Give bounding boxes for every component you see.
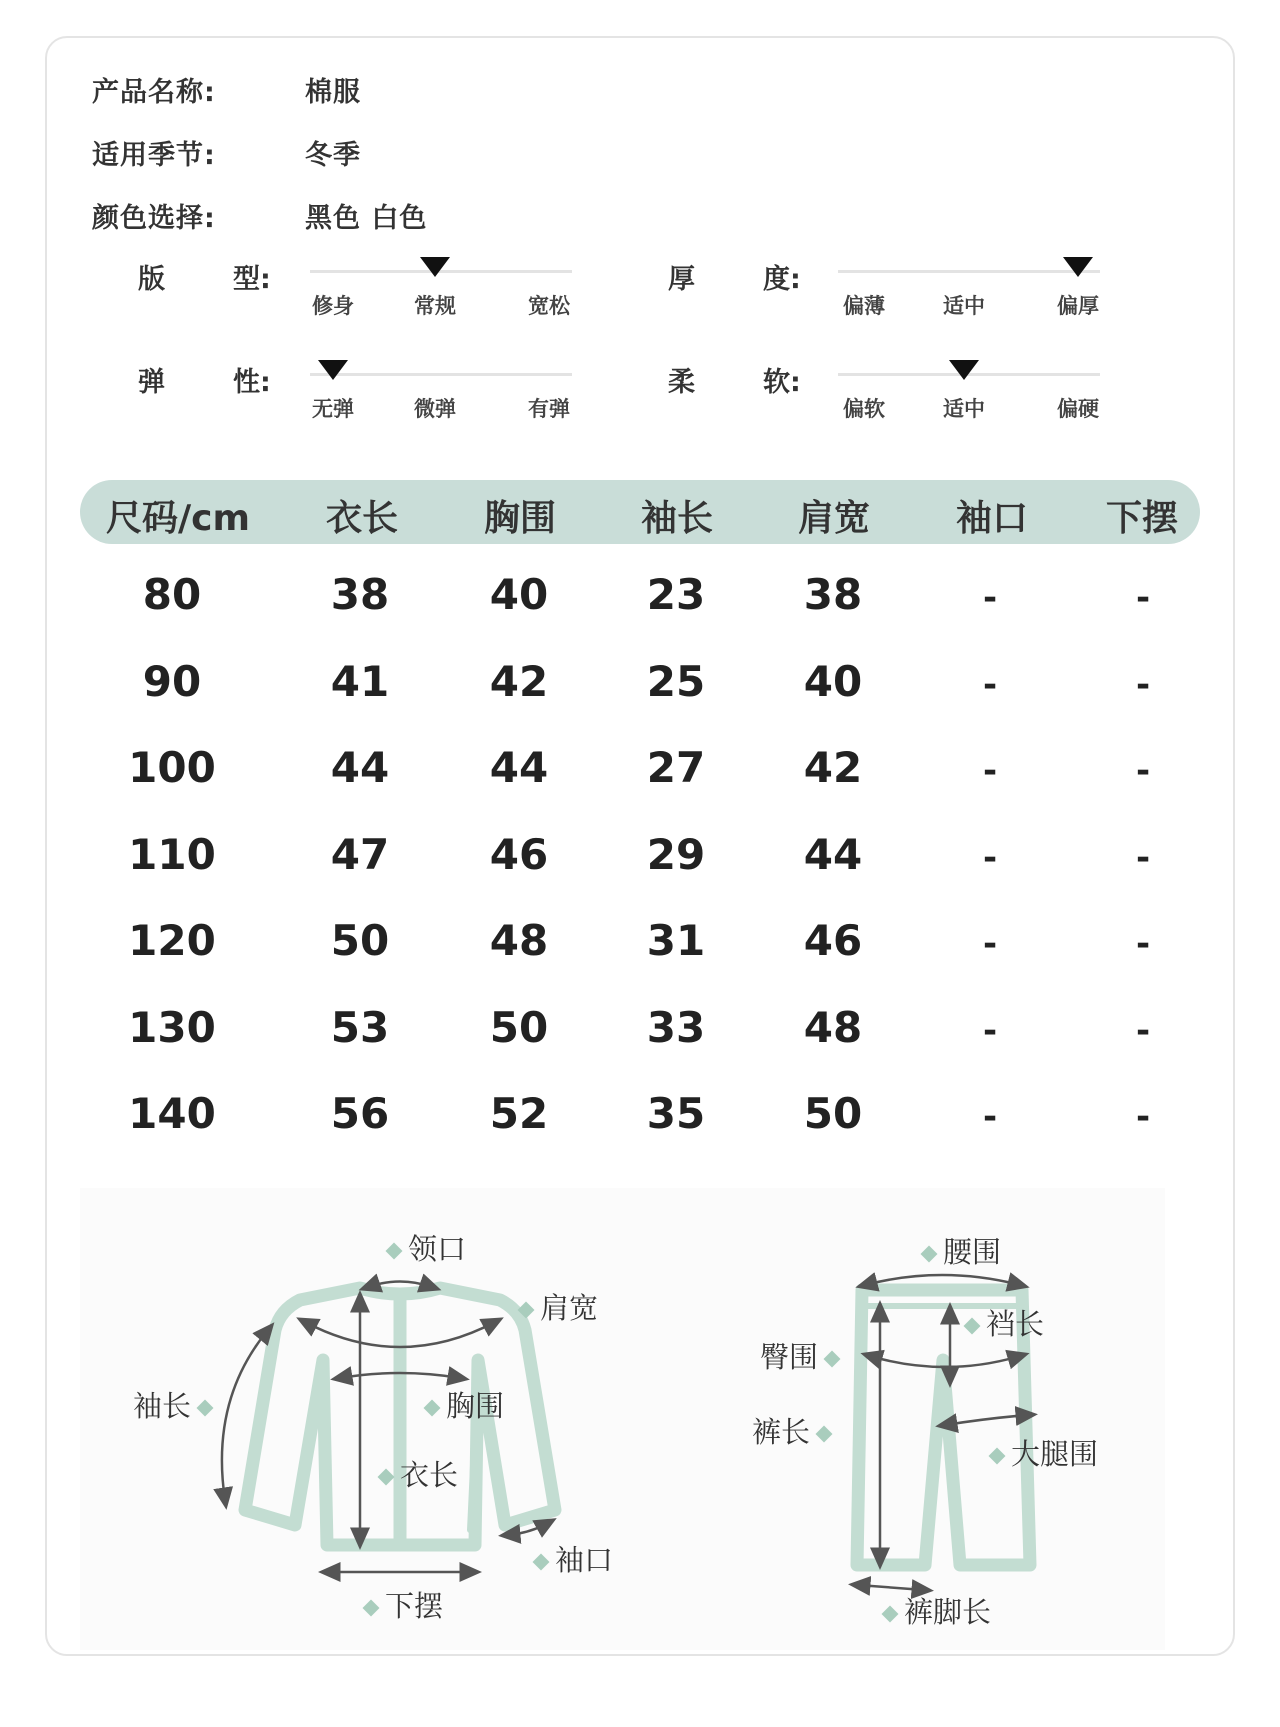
table-cell: 42 bbox=[803, 743, 863, 792]
label-chest: 胸围 bbox=[418, 1384, 504, 1425]
diamond-icon bbox=[378, 1469, 395, 1486]
color-label: 颜色选择: bbox=[92, 203, 216, 234]
table-cell: 100 bbox=[128, 743, 216, 792]
table-cell: 140 bbox=[128, 1089, 216, 1138]
diamond-icon bbox=[882, 1606, 899, 1623]
scale-option: 适中 bbox=[943, 294, 985, 318]
table-cell: - bbox=[982, 578, 998, 618]
table-cell: 47 bbox=[330, 829, 390, 879]
thickness-label-char1: 厚 bbox=[668, 264, 695, 295]
table-cell: - bbox=[982, 751, 998, 791]
elasticity-label-char1: 弹 bbox=[138, 367, 165, 398]
jacket-outline bbox=[245, 1288, 555, 1545]
table-cell: 90 bbox=[142, 656, 202, 706]
diamond-icon bbox=[816, 1426, 833, 1443]
table-cell: - bbox=[1135, 751, 1151, 791]
table-cell: 48 bbox=[489, 916, 549, 965]
table-cell: - bbox=[982, 1097, 998, 1137]
table-cell: 50 bbox=[803, 1089, 863, 1138]
table-cell: - bbox=[1135, 578, 1151, 618]
table-cell: - bbox=[982, 1010, 998, 1051]
scale-option: 偏薄 bbox=[843, 294, 885, 318]
diamond-icon bbox=[989, 1448, 1006, 1465]
header-size: 尺码/cm bbox=[105, 498, 251, 539]
table-cell: - bbox=[982, 837, 998, 878]
product-name-label: 产品名称: bbox=[92, 77, 216, 108]
table-cell: - bbox=[982, 664, 998, 705]
scale-option: 偏软 bbox=[843, 397, 885, 421]
table-cell: 33 bbox=[646, 1002, 706, 1052]
table-cell: 38 bbox=[330, 570, 390, 619]
fit-label-char2: 型: bbox=[233, 264, 271, 295]
header-chest: 胸围 bbox=[483, 498, 557, 539]
scale-option: 常规 bbox=[414, 294, 456, 318]
table-cell: - bbox=[1135, 1010, 1151, 1051]
label-waist: 腰围 bbox=[915, 1230, 1001, 1271]
table-cell: 53 bbox=[330, 1002, 390, 1052]
label-thigh: 大腿围 bbox=[983, 1432, 1098, 1473]
label-collar: 领口 bbox=[380, 1227, 466, 1268]
table-cell: 29 bbox=[646, 829, 706, 879]
product-name-value: 棉服 bbox=[305, 77, 361, 108]
table-cell: 42 bbox=[489, 656, 549, 706]
table-cell: 48 bbox=[803, 1002, 863, 1052]
table-cell: 38 bbox=[803, 570, 863, 619]
table-cell: 130 bbox=[128, 1002, 216, 1052]
table-cell: 25 bbox=[646, 656, 706, 706]
diamond-icon bbox=[386, 1243, 403, 1260]
table-cell: 40 bbox=[489, 570, 549, 619]
scale-option: 偏厚 bbox=[1057, 294, 1099, 318]
table-cell: 41 bbox=[330, 656, 390, 706]
table-cell: 56 bbox=[330, 1089, 390, 1138]
table-cell: 80 bbox=[142, 570, 202, 619]
table-cell: 46 bbox=[803, 916, 863, 965]
table-cell: 35 bbox=[646, 1089, 706, 1138]
scale-option: 修身 bbox=[312, 294, 354, 318]
table-cell: 44 bbox=[803, 829, 863, 879]
header-sleeve: 袖长 bbox=[640, 498, 714, 539]
scale-option: 适中 bbox=[943, 397, 985, 421]
diamond-icon bbox=[824, 1351, 841, 1368]
label-rise: 裆长 bbox=[958, 1302, 1044, 1343]
table-cell: 44 bbox=[330, 743, 390, 792]
table-cell: 40 bbox=[803, 656, 863, 706]
label-length: 衣长 bbox=[372, 1453, 458, 1494]
diamond-icon bbox=[424, 1400, 441, 1417]
scale-option: 有弹 bbox=[528, 397, 570, 421]
table-cell: 52 bbox=[489, 1089, 549, 1138]
softness-label-char2: 软: bbox=[763, 367, 801, 398]
label-leg-opening: 裤脚长 bbox=[876, 1590, 991, 1631]
diamond-icon bbox=[197, 1400, 214, 1417]
header-cuff: 袖口 bbox=[955, 498, 1029, 539]
table-cell: 46 bbox=[489, 829, 549, 879]
diamond-icon bbox=[518, 1302, 535, 1319]
table-cell: - bbox=[1135, 924, 1151, 964]
header-shoulder: 肩宽 bbox=[797, 498, 871, 539]
header-length: 衣长 bbox=[325, 498, 399, 539]
diamond-icon bbox=[921, 1246, 938, 1263]
label-sleeve: 袖长 bbox=[133, 1384, 219, 1425]
table-cell: 50 bbox=[330, 916, 390, 965]
season-label: 适用季节: bbox=[92, 140, 216, 171]
diamond-icon bbox=[363, 1600, 380, 1617]
table-cell: 31 bbox=[646, 916, 706, 965]
table-cell: - bbox=[1135, 837, 1151, 878]
scale-option: 宽松 bbox=[528, 294, 570, 318]
season-value: 冬季 bbox=[305, 140, 361, 171]
diamond-icon bbox=[964, 1318, 981, 1335]
scale-option: 微弹 bbox=[414, 397, 456, 421]
elasticity-label-char2: 性: bbox=[233, 367, 271, 398]
header-hem: 下摆 bbox=[1105, 498, 1179, 539]
color-value: 黑色 白色 bbox=[305, 203, 428, 234]
label-hem: 下摆 bbox=[357, 1584, 443, 1625]
table-cell: - bbox=[982, 924, 998, 964]
table-cell: - bbox=[1135, 664, 1151, 705]
softness-label-char1: 柔 bbox=[668, 367, 695, 398]
table-cell: 110 bbox=[128, 829, 216, 879]
fit-label-char1: 版 bbox=[138, 264, 165, 295]
diamond-icon bbox=[533, 1554, 550, 1571]
table-cell: 44 bbox=[489, 743, 549, 792]
label-shoulder: 肩宽 bbox=[512, 1286, 598, 1327]
scale-option: 无弹 bbox=[312, 397, 354, 421]
scale-option: 偏硬 bbox=[1057, 397, 1099, 421]
label-cuff: 袖口 bbox=[527, 1538, 613, 1579]
label-hip: 臀围 bbox=[760, 1335, 846, 1376]
table-cell: 50 bbox=[489, 1002, 549, 1052]
table-cell: 23 bbox=[646, 570, 706, 619]
table-cell: 27 bbox=[646, 743, 706, 792]
table-cell: - bbox=[1135, 1097, 1151, 1137]
thickness-label-char2: 度: bbox=[763, 264, 801, 295]
label-pants-length: 裤长 bbox=[752, 1410, 838, 1451]
table-cell: 120 bbox=[128, 916, 216, 965]
